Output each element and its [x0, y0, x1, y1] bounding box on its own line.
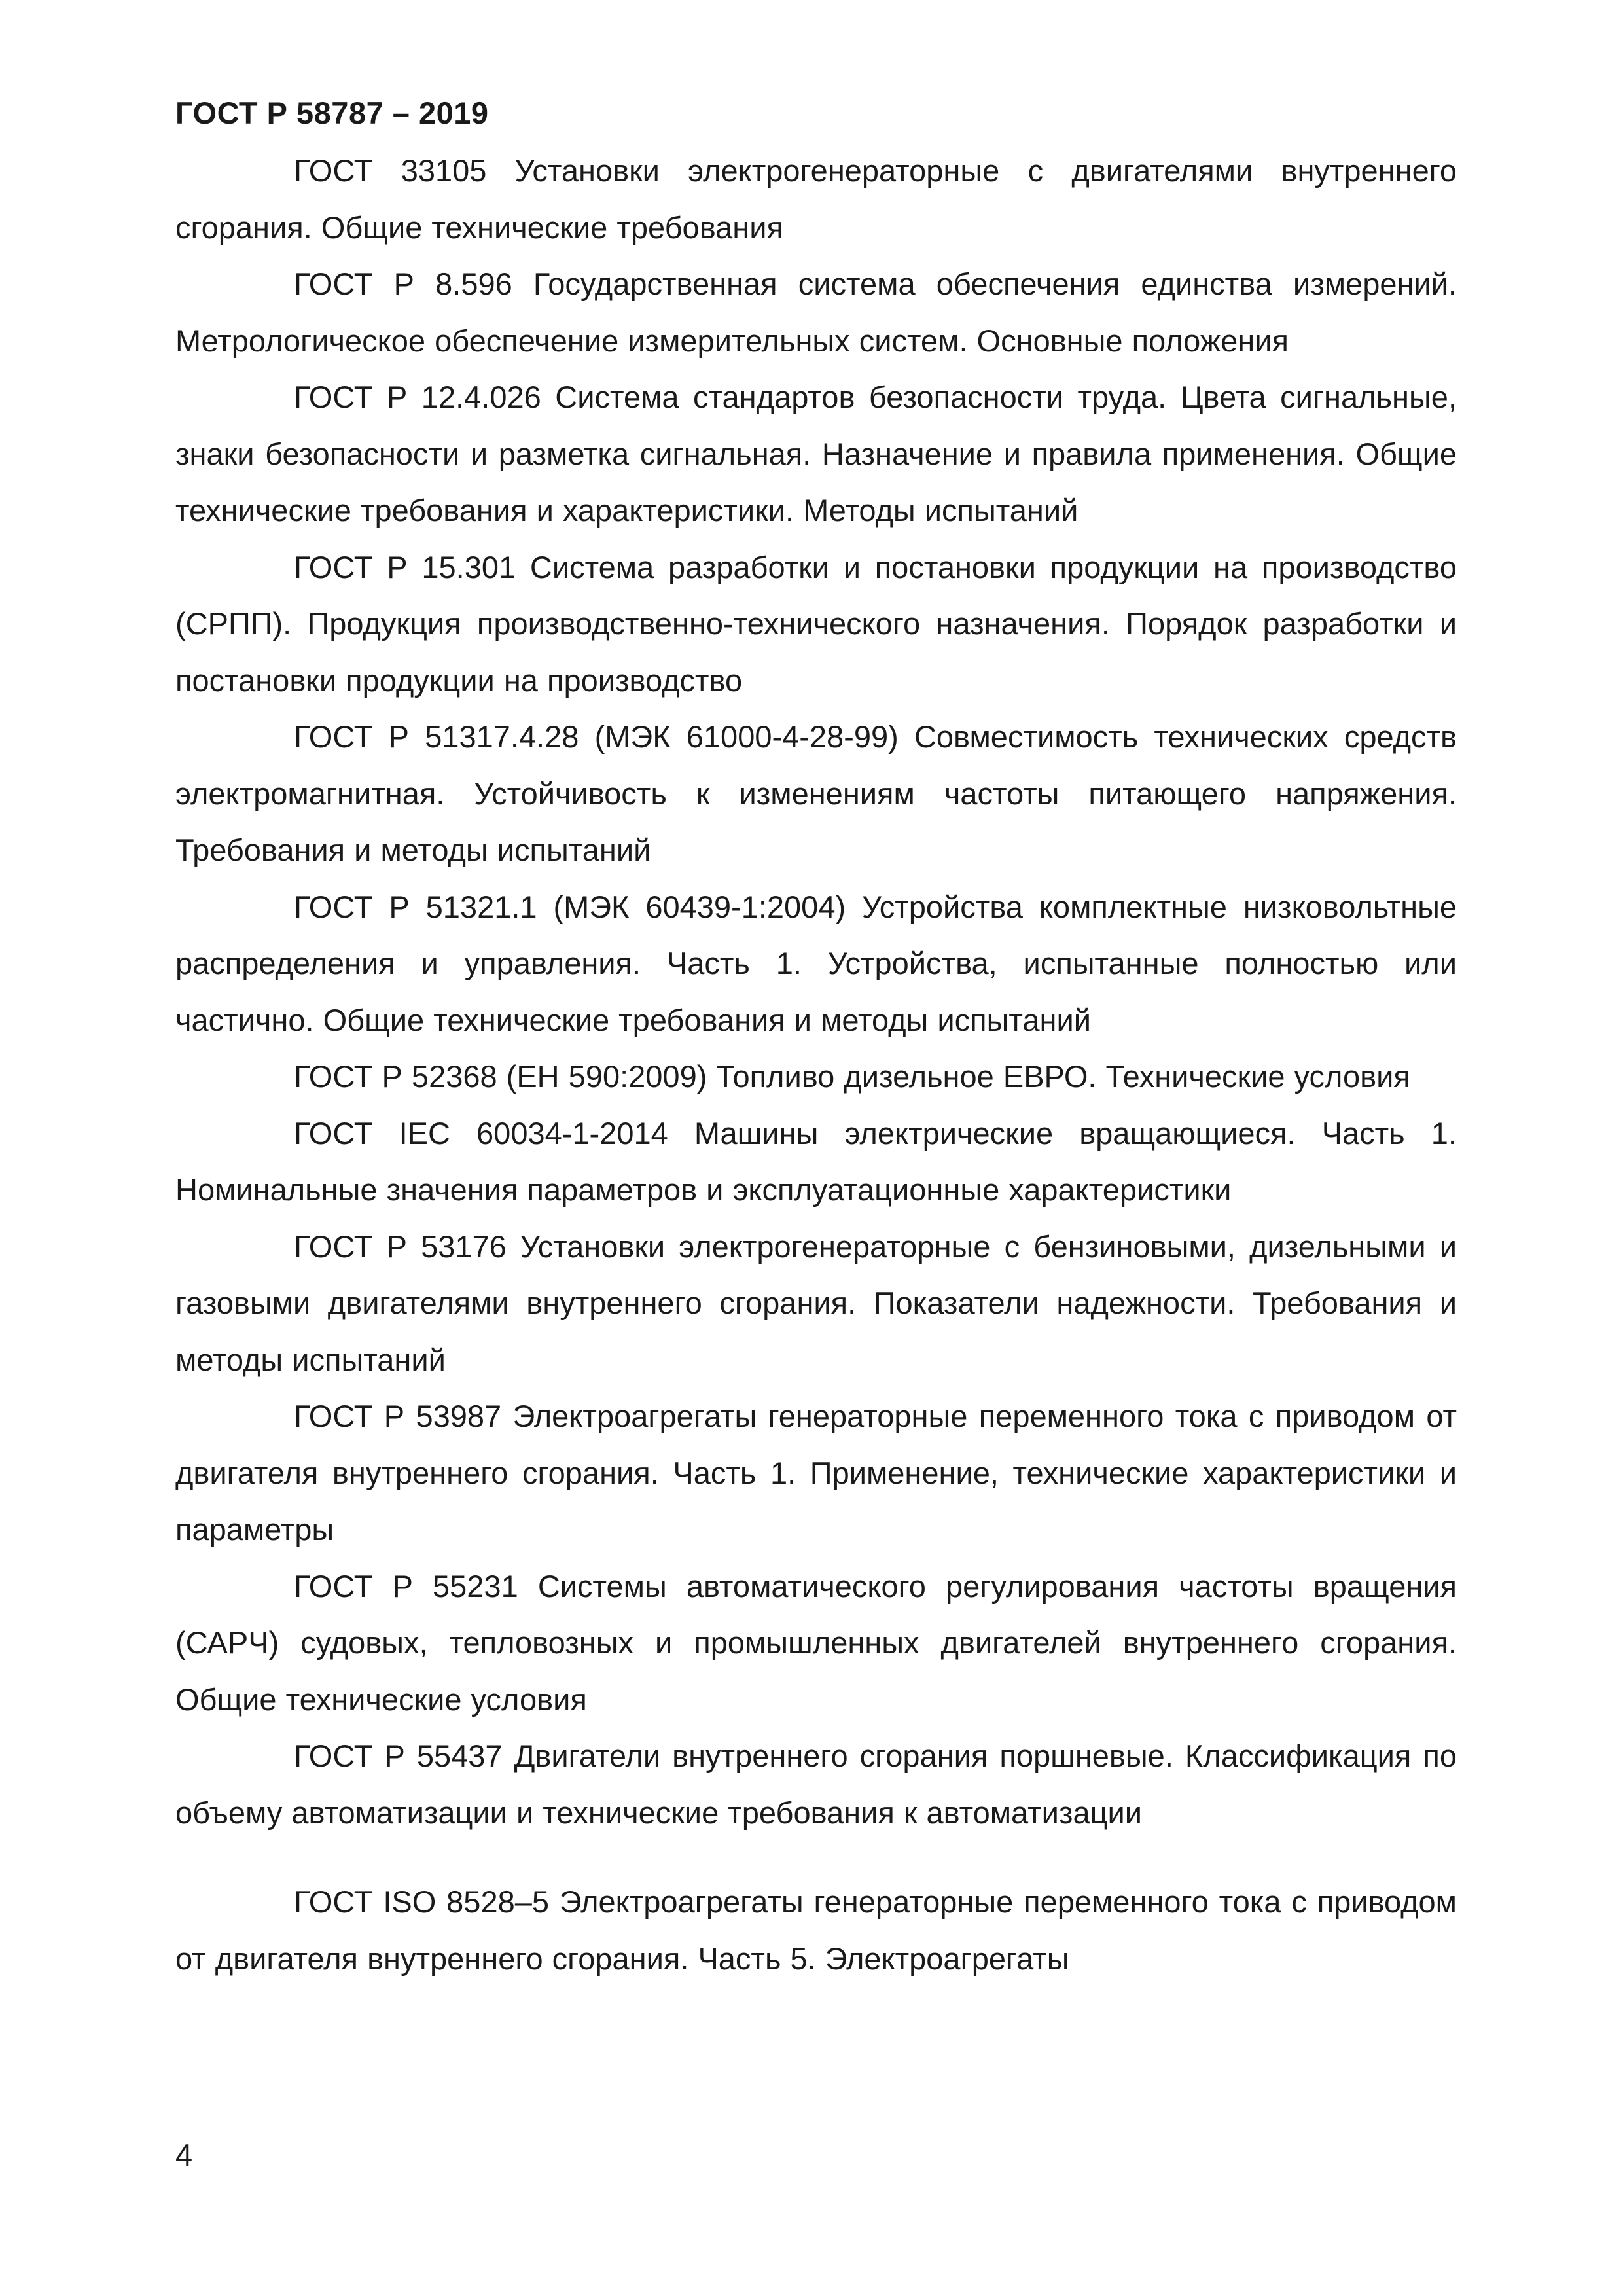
reference-item: ГОСТ Р 55437 Двигатели внутреннего сгорания поршневые. Классификация по объему автоматизации и технические требования к автоматизации	[175, 1738, 1457, 1830]
reference-item: ГОСТ Р 53987 Электроагрегаты генераторные переменного тока с приводом от двигателя внутреннего сгорания. Часть 1. Применение, технические характеристики и параметры	[175, 1399, 1457, 1547]
reference-item: ГОСТ IEC 60034-1-2014 Машины электрические вращающиеся. Часть 1. Номинальные значения параметров и эксплуатационные характеристики	[175, 1115, 1457, 1207]
reference-item: ГОСТ 33105 Установки электрогенераторные с двигателями внутреннего сгорания. Общие технические требования	[175, 153, 1457, 245]
reference-item: ГОСТ Р 51321.1 (МЭК 60439-1:2004) Устройства комплектные низковольтные распределения и управления. Часть 1. Устройства, испытанные полностью или частично. Общие технические требования и методы испытаний	[175, 889, 1457, 1037]
reference-item: ГОСТ Р 52368 (ЕН 590:2009) Топливо дизельное ЕВРО. Технические условия	[294, 1059, 1410, 1094]
normative-references-list	[175, 143, 1457, 1987]
page-number: 4	[175, 2138, 193, 2172]
document-header-standard-id: ГОСТ Р 58787 – 2019	[175, 96, 489, 130]
reference-item: ГОСТ Р 55231 Системы автоматического регулирования частоты вращения (САРЧ) судовых, тепловозных и промышленных двигателей внутреннего сгорания. Общие технические условия	[175, 1568, 1457, 1717]
reference-item: ГОСТ ISO 8528‒5 Электроагрегаты генераторные переменного тока с приводом от двигателя внутреннего сгорания. Часть 5. Электроагрегаты	[175, 1884, 1457, 1976]
reference-item: ГОСТ Р 53176 Установки электрогенераторные с бензиновыми, дизельными и газовыми двигателями внутреннего сгорания. Показатели надежности. Требования и методы испытаний	[175, 1229, 1457, 1377]
reference-item: ГОСТ Р 51317.4.28 (МЭК 61000-4-28-99) Совместимость технических средств электромагнитная. Устойчивость к изменениям частоты питающего напряжения. Требования и методы испытаний	[175, 719, 1457, 867]
reference-item: ГОСТ Р 12.4.026 Система стандартов безопасности труда. Цвета сигнальные, знаки безопасности и разметка сигнальная. Назначение и правила применения. Общие технические требования и характеристики. Методы испытаний	[175, 380, 1457, 528]
reference-item: ГОСТ Р 8.596 Государственная система обеспечения единства измерений. Метрологическое обеспечение измерительных систем. Основные положения	[175, 266, 1457, 358]
reference-item: ГОСТ Р 15.301 Система разработки и постановки продукции на производство (СРПП). Продукция производственно-технического назначения. Порядок разработки и постановки продукции на производство	[175, 549, 1457, 698]
